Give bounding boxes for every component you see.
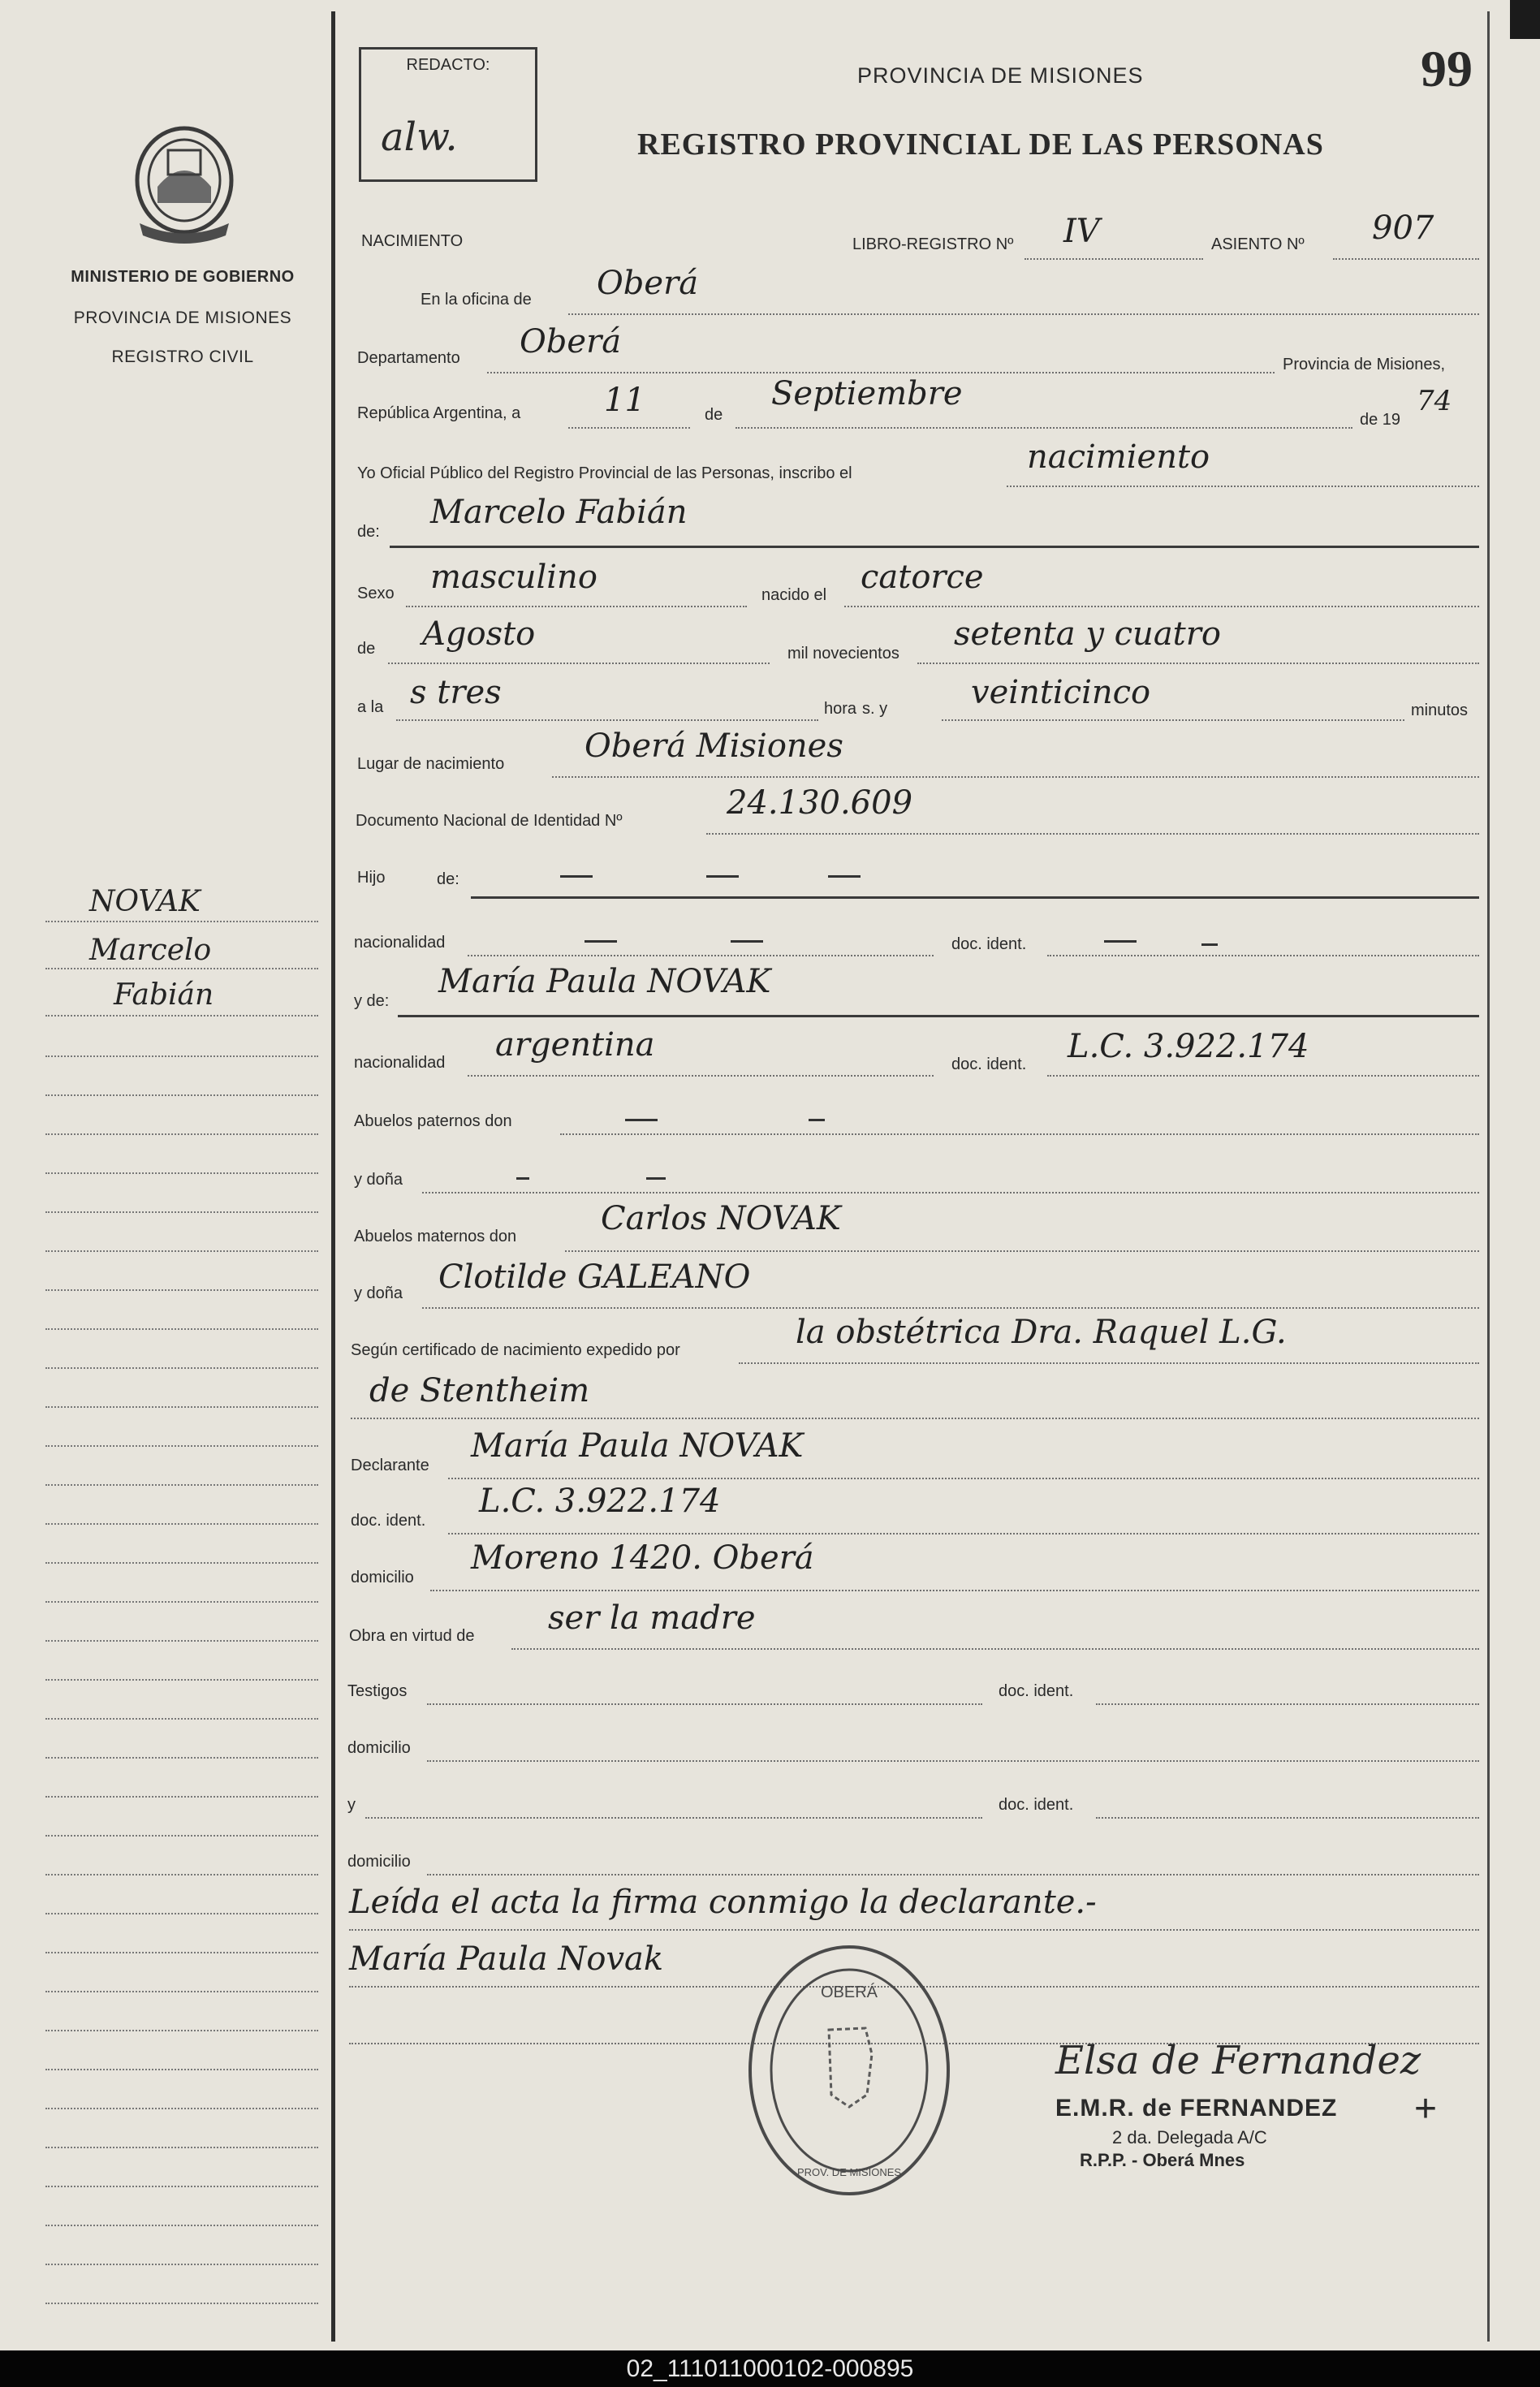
domicilio3-label: domicilio xyxy=(347,1853,411,1871)
libro-value: IV xyxy=(1063,213,1100,250)
obra-value: ser la madre xyxy=(548,1599,756,1637)
doc1-label: doc. ident. xyxy=(951,935,1027,953)
de-nombre-label: de: xyxy=(357,523,380,541)
oficial-label: Yo Oficial Público del Registro Provincial de las Personas, inscribo el xyxy=(357,464,852,482)
asiento-label: ASIENTO Nº xyxy=(1211,235,1305,253)
y-label: s. y xyxy=(862,700,888,718)
oficina-value: Oberá xyxy=(597,265,699,302)
certificado-value: la obstétrica Dra. Raquel L.G. xyxy=(796,1314,1287,1351)
lugar-label: Lugar de nacimiento xyxy=(357,755,505,773)
right-border xyxy=(1487,11,1490,2342)
nombre-value: Marcelo Fabián xyxy=(430,494,688,531)
signature-handwritten: Elsa de Fernandez xyxy=(1055,2038,1421,2083)
y-dona1-label: y doña xyxy=(354,1171,403,1189)
provincia-label: Provincia de Misiones, xyxy=(1283,356,1446,373)
de-label: de xyxy=(705,406,723,424)
minutos-value: veinticinco xyxy=(971,674,1151,711)
hora-label: hora xyxy=(824,700,857,718)
mes-nac-value: Agosto xyxy=(422,615,536,653)
declarante-label: Declarante xyxy=(351,1457,429,1474)
seal-top-text: OBERÁ xyxy=(820,1983,878,2001)
closing-text: Leída el acta la firma conmigo la declarante.- xyxy=(349,1884,1097,1921)
margin-note-name2: Fabián xyxy=(114,978,214,1012)
redacto-value: alw. xyxy=(381,114,458,160)
doc5-label: doc. ident. xyxy=(999,1796,1074,1814)
hora-value: s tres xyxy=(410,674,502,711)
dia-value: 11 xyxy=(604,382,645,419)
redacto-box xyxy=(359,47,537,182)
anio-value: 74 xyxy=(1417,385,1452,417)
doc3-label: doc. ident. xyxy=(351,1512,426,1530)
obra-label: Obra en virtud de xyxy=(349,1627,475,1645)
domicilio1-value: Moreno 1420. Oberá xyxy=(471,1539,814,1577)
registry-civil-label: REGISTRO CIVIL xyxy=(111,347,254,366)
dni-value: 24.130.609 xyxy=(727,784,913,822)
nacimiento-label: NACIMIENTO xyxy=(361,232,464,250)
abuelo-mat-value: Carlos NOVAK xyxy=(601,1200,841,1237)
a-la-label: a la xyxy=(357,698,384,716)
abuela-mat-value: Clotilde GALEANO xyxy=(438,1258,751,1296)
abuelos-pat-label: Abuelos paternos don xyxy=(354,1112,512,1130)
margin-divider xyxy=(331,11,335,2342)
y-de-label: y de: xyxy=(354,992,390,1010)
minutos-label: minutos xyxy=(1411,701,1469,719)
nacionalidad2-label: nacionalidad xyxy=(354,1054,446,1072)
footer-bar xyxy=(0,2350,1540,2387)
scan-edge xyxy=(1510,0,1540,39)
republica-label: República Argentina, a xyxy=(357,404,521,422)
margin-note-name: Marcelo xyxy=(89,934,212,967)
domicilio1-label: domicilio xyxy=(351,1569,414,1586)
mil-label: mil novecientos xyxy=(787,645,899,663)
nacionalidad2-value: argentina xyxy=(495,1026,655,1064)
hijo-suffix: de: xyxy=(437,870,459,888)
sexo-label: Sexo xyxy=(357,585,395,602)
margin-note-surname: NOVAK xyxy=(89,885,201,918)
lugar-value: Oberá Misiones xyxy=(585,727,843,765)
page-number: 99 xyxy=(1421,40,1473,97)
inscribo-value: nacimiento xyxy=(1027,438,1210,476)
official-seal-icon xyxy=(744,1940,955,2200)
departamento-value: Oberá xyxy=(520,323,622,360)
cross-mark-icon: + xyxy=(1414,2087,1438,2130)
sexo-value: masculino xyxy=(430,559,597,596)
redacto-label: REDACTO: xyxy=(406,56,490,74)
doc4-label: doc. ident. xyxy=(999,1682,1074,1700)
domicilio2-label: domicilio xyxy=(347,1739,411,1757)
nacido-value: catorce xyxy=(861,559,984,596)
registry-title: REGISTRO PROVINCIAL DE LAS PERSONAS xyxy=(637,127,1324,162)
province-label: PROVINCIA DE MISIONES xyxy=(73,309,292,327)
seal-bottom-text: PROV. DE MISIONES xyxy=(796,2166,902,2178)
de-mes-label: de xyxy=(357,640,376,658)
madre-value: María Paula NOVAK xyxy=(438,963,771,1000)
libro-label: LIBRO-REGISTRO Nº xyxy=(852,235,1014,253)
asiento-value: 907 xyxy=(1372,209,1434,247)
signatory-role: 2 da. Delegada A/C xyxy=(1112,2127,1267,2147)
nacionalidad1-label: nacionalidad xyxy=(354,934,446,952)
document-id: 02_111011000102-000895 xyxy=(626,2355,914,2382)
de19-label: de 19 xyxy=(1360,411,1401,429)
ministry-label: MINISTERIO DE GOBIERNO xyxy=(71,268,295,286)
anio-nac-value: setenta y cuatro xyxy=(954,615,1221,653)
doc2-label: doc. ident. xyxy=(951,1055,1027,1073)
abuelos-mat-label: Abuelos maternos don xyxy=(354,1228,517,1245)
closing-signature: María Paula Novak xyxy=(349,1940,664,1978)
signatory-name: E.M.R. de FERNANDEZ xyxy=(1055,2095,1338,2122)
signatory-office: R.P.P. - Oberá Mnes xyxy=(1080,2150,1245,2170)
province-title: PROVINCIA DE MISIONES xyxy=(857,63,1144,88)
nacido-label: nacido el xyxy=(761,586,827,604)
hijo-label: Hijo xyxy=(357,869,386,887)
certificado-label: Según certificado de nacimiento expedido por xyxy=(351,1341,680,1359)
declarante-value: María Paula NOVAK xyxy=(471,1427,804,1465)
certificado-value2: de Stentheim xyxy=(369,1372,590,1409)
oficina-label: En la oficina de xyxy=(421,291,532,309)
departamento-label: Departamento xyxy=(357,349,460,367)
coat-of-arms-icon xyxy=(123,122,245,252)
mes-value: Septiembre xyxy=(771,375,963,412)
y-dona2-label: y doña xyxy=(354,1284,403,1302)
doc2-value: L.C. 3.922.174 xyxy=(1068,1028,1309,1065)
doc3-value: L.C. 3.922.174 xyxy=(479,1483,721,1520)
testigos-label: Testigos xyxy=(347,1682,408,1700)
y2-label: y xyxy=(347,1796,356,1814)
dni-label: Documento Nacional de Identidad Nº xyxy=(356,812,623,830)
